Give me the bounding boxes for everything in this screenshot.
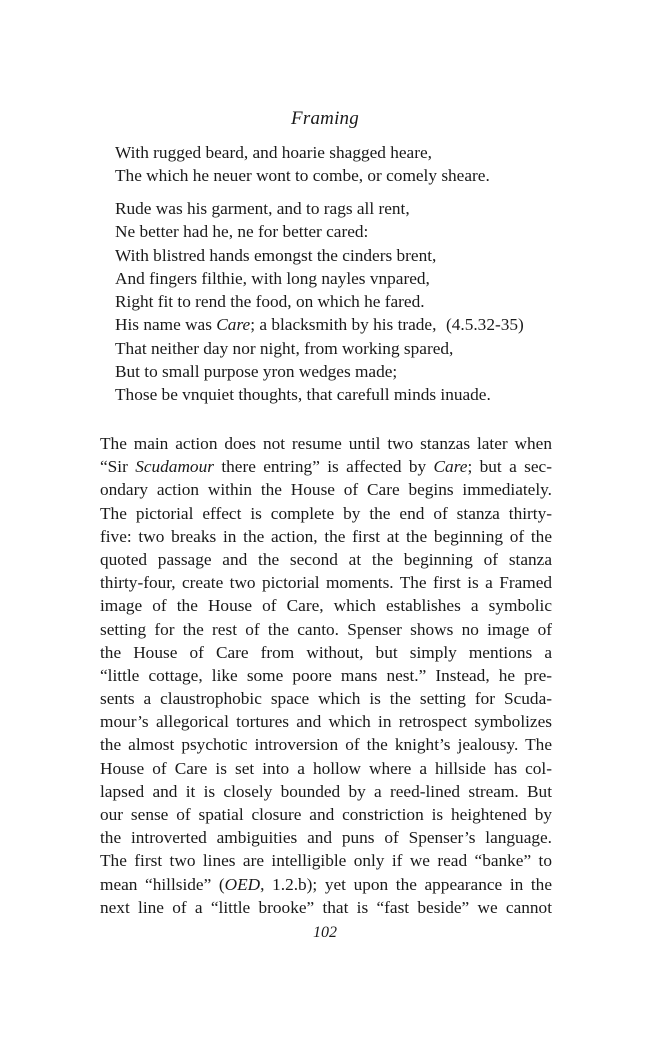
prose-line: The first two lines are intelligible only if we read “banke” to [100, 851, 552, 871]
verse-line: That neither day nor night, from working spared, [115, 338, 454, 358]
verse-line: With blistred hands emongst the cinders brent, [115, 245, 437, 265]
prose-line: image of the House of Care, which establishes a symbolic [100, 596, 552, 616]
prose-line: quoted passage and the second at the beginning of stanza [100, 549, 552, 569]
prose-line: House of Care is set into a hollow where a hillside has col- [100, 758, 552, 778]
verse-citation: (4.5.32-35) [446, 315, 524, 334]
verse-line: His name was Care; a blacksmith by his trade, [115, 315, 437, 335]
prose-line: next line of a “little brooke” that is “fast beside” we cannot [100, 897, 552, 917]
prose-line: lapsed and it is closely bounded by a reed-lined stream. But [100, 781, 552, 801]
prose-line: The pictorial effect is complete by the end of stanza thirty- [100, 503, 552, 523]
verse-line: And fingers filthie, with long nayles vnpared, [115, 268, 430, 288]
prose-line: “little cottage, like some poore mans nest.” Instead, he pre- [100, 665, 552, 685]
prose-line: sents a claustrophobic space which is the setting for Scuda- [100, 689, 552, 709]
prose-line: setting for the rest of the canto. Spenser shows no image of [100, 619, 552, 639]
prose-line: our sense of spatial closure and constriction is heightened by [100, 805, 552, 824]
prose-line: The main action does not resume until two stanzas later when [100, 434, 552, 453]
running-head: Framing [291, 108, 359, 129]
prose-line: the House of Care from without, but simply mentions a [100, 642, 552, 662]
verse-line: The which he neuer wont to combe, or comely sheare. [115, 166, 490, 186]
verse-line: Rude was his garment, and to rags all rent, [115, 199, 410, 218]
verse-line: With rugged beard, and hoarie shagged heare, [115, 143, 432, 162]
prose-line: “Sir Scudamour there entring” is affected by Care; but a sec- [100, 457, 552, 477]
verse-citation-wrap [446, 313, 546, 413]
prose-line: the almost psychotic introversion of the knight’s jealousy. The [100, 735, 552, 755]
prose-line: thirty-four, create two pictorial moments. The first is a Framed [100, 573, 552, 593]
verse-line: Right fit to rend the food, on which he fared. [115, 292, 425, 312]
verse-line: Those be vnquiet thoughts, that carefull minds inuade. [115, 385, 491, 405]
prose-line: mour’s allegorical tortures and which in retrospect symbolizes [100, 712, 552, 732]
page-number: 102 [313, 924, 337, 941]
verse-line: But to small purpose yron wedges made; [115, 362, 398, 382]
prose-line: mean “hillside” (OED, 1.2.b); yet upon the appearance in the [100, 874, 552, 894]
verse-line: Ne better had he, ne for better cared: [115, 222, 369, 242]
prose-line: the introverted ambiguities and puns of Spenser’s language. [100, 828, 552, 848]
body-paragraph [100, 432, 552, 919]
prose-line: ondary action within the House of Care begins immediately. [100, 480, 552, 500]
prose-line: five: two breaks in the action, the first at the beginning of the [100, 526, 552, 546]
verse-stanza-first [115, 141, 555, 188]
